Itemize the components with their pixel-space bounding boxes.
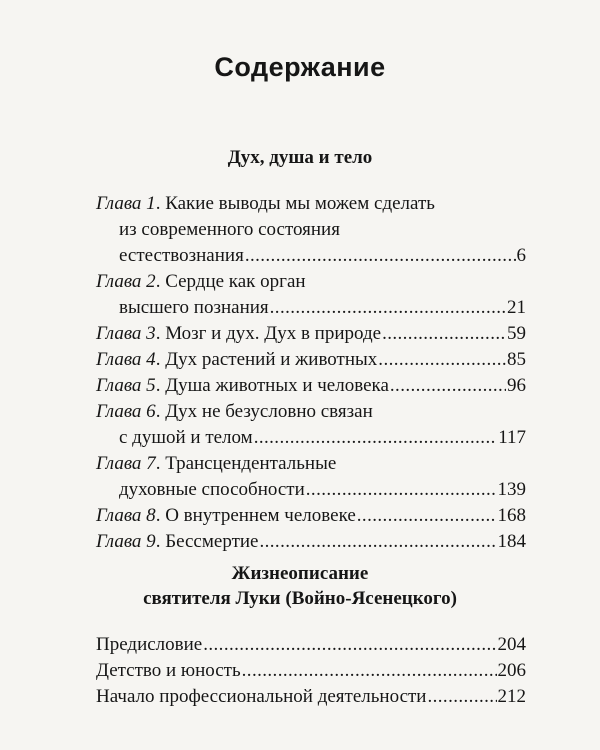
chapter-title-text: высшего познания [119, 297, 269, 318]
page-number: 6 [516, 245, 526, 266]
dot-leader [382, 321, 506, 347]
chapter-label: Глава 8 [96, 505, 156, 526]
toc-entry [96, 632, 526, 658]
toc-entry-line [96, 191, 526, 217]
dot-leader [203, 632, 496, 658]
chapter-title-text: Душа животных и человека [165, 375, 389, 396]
toc-section-1 [96, 191, 526, 555]
entry-title-text: Предисловие [96, 634, 203, 655]
page-number: 212 [497, 686, 526, 707]
chapter-title-text: Бессмертие [165, 531, 259, 552]
chapter-label: Глава 7 [96, 453, 156, 474]
toc-entry [96, 503, 526, 529]
dot-leader [254, 425, 498, 451]
page-number: 184 [497, 531, 526, 552]
toc-entry [96, 269, 526, 321]
toc-entry-line [96, 503, 526, 529]
page-number: 139 [497, 479, 526, 500]
dot-leader [427, 684, 496, 710]
chapter-title-text: Дух растений и животных [165, 349, 378, 370]
section-title-2-line-1: Жизнеописание [231, 563, 369, 584]
chapter-label-period: . [155, 349, 166, 370]
dot-leader [245, 243, 516, 269]
chapter-title-text: О внутреннем человеке [165, 505, 356, 526]
dot-leader [259, 529, 496, 555]
toc-entry-line [96, 477, 526, 503]
page-number: 85 [507, 349, 526, 370]
chapter-title-text: из современного состояния [119, 219, 340, 240]
chapter-title-text: Дух не безусловно связан [165, 401, 373, 422]
dot-leader [378, 347, 506, 373]
chapter-label: Глава 6 [96, 401, 156, 422]
toc-entry [96, 347, 526, 373]
chapters-list [96, 191, 526, 555]
chapter-title-text: естествознания [119, 245, 244, 266]
chapter-label-period: . [155, 401, 166, 422]
toc-entry-line [96, 529, 526, 555]
toc-entry [96, 399, 526, 451]
chapter-title-text: Мозг и дух. Дух в природе [165, 323, 382, 344]
chapter-label-period: . [155, 531, 166, 552]
chapter-title-text: духовные способности [119, 479, 305, 500]
page-number: 21 [507, 297, 526, 318]
dot-leader [242, 658, 497, 684]
page-number: 204 [497, 634, 526, 655]
chapter-label-period: . [155, 193, 166, 214]
toc-entry-line [96, 217, 526, 243]
section-title-2-line-2: святителя Луки (Войно-Ясенецкого) [143, 588, 457, 609]
toc-entry-line [96, 451, 526, 477]
chapter-title-text: Трансцендентальные [165, 453, 337, 474]
toc-section-2 [96, 632, 526, 710]
page-number: 96 [507, 375, 526, 396]
page-number: 206 [497, 660, 526, 681]
toc-entry-line [96, 347, 526, 373]
chapter-title-text: Какие выводы мы можем сделать [165, 193, 435, 214]
chapter-label: Глава 5 [96, 375, 156, 396]
chapter-label-period: . [155, 453, 166, 474]
chapter-title-text: с душой и телом [119, 427, 253, 448]
page-number: 59 [507, 323, 526, 344]
chapter-label: Глава 2 [96, 271, 156, 292]
entry-title-text: Начало профессиональной деятельности [96, 686, 427, 707]
chapter-label: Глава 9 [96, 531, 156, 552]
chapter-title-text: Сердце как орган [165, 271, 306, 292]
toc-entry [96, 684, 526, 710]
chapter-label-period: . [155, 505, 166, 526]
toc-entry-line [96, 425, 526, 451]
toc-entry-line [96, 269, 526, 295]
chapter-label-period: . [155, 271, 166, 292]
chapter-label: Глава 3 [96, 323, 156, 344]
entries-list [96, 632, 526, 710]
chapter-label-period: . [155, 323, 166, 344]
chapter-label: Глава 4 [96, 349, 156, 370]
toc-entry-line [96, 373, 526, 399]
toc-entry [96, 451, 526, 503]
page-title: Содержание [214, 52, 386, 83]
toc-entry [96, 373, 526, 399]
toc-entry-line [96, 295, 526, 321]
toc-entry [96, 191, 526, 269]
toc-entry-line [96, 399, 526, 425]
toc-entry-line [96, 321, 526, 347]
toc-entry-line [96, 243, 526, 269]
chapter-label: Глава 1 [96, 193, 156, 214]
toc-entry [96, 658, 526, 684]
entry-title-text: Детство и юность [96, 660, 241, 681]
dot-leader [357, 503, 497, 529]
dot-leader [306, 477, 497, 503]
toc-entry [96, 529, 526, 555]
dot-leader [270, 295, 506, 321]
toc-entry [96, 321, 526, 347]
chapter-label-period: . [155, 375, 166, 396]
dot-leader [390, 373, 506, 399]
section-title-1: Дух, душа и тело [227, 147, 373, 168]
page-number: 168 [497, 505, 526, 526]
page-number: 117 [498, 427, 526, 448]
